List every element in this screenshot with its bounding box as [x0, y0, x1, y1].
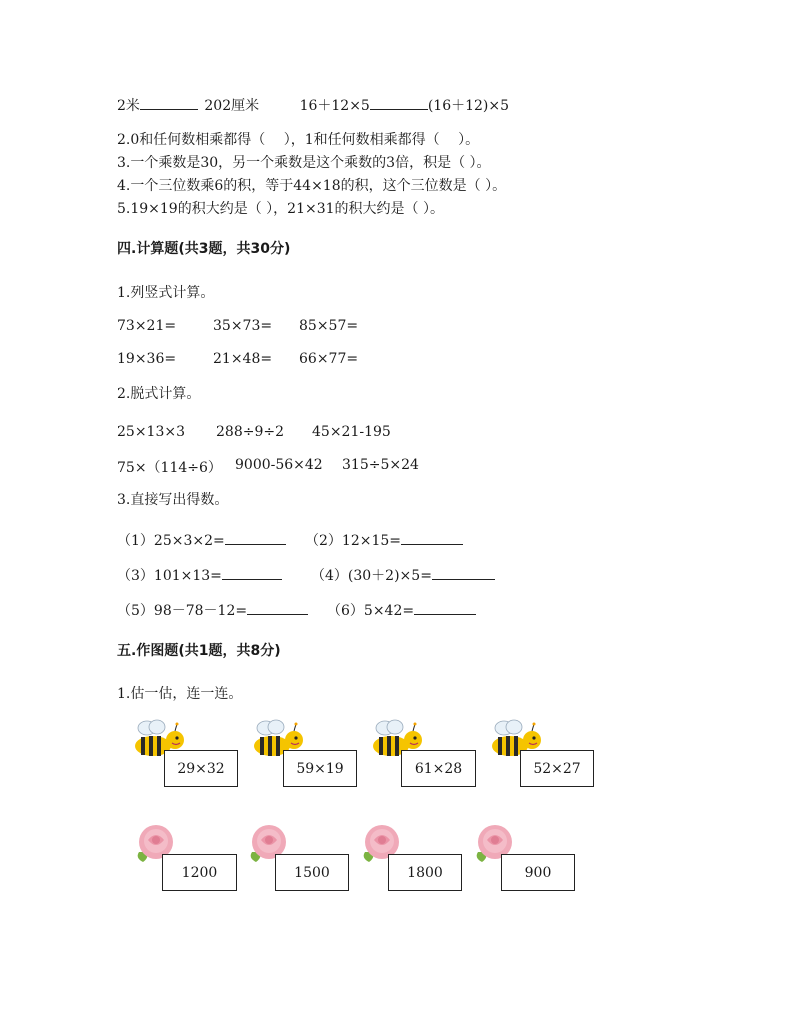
- q4-2-row2-c: 315÷5×24: [342, 457, 419, 473]
- fill-item-3: 3.一个乘数是30，另一个乘数是这个乘数的3倍，积是（ ）。: [117, 155, 491, 171]
- q4-3-item-1-blank[interactable]: [225, 530, 286, 545]
- q4-3-item-5: [117, 600, 308, 620]
- q4-3-item-3-blank[interactable]: [222, 565, 282, 580]
- q4-1-row2-a: 19×36=: [117, 351, 177, 367]
- q4-1-row1-c: 85×57=: [299, 318, 359, 334]
- compare-row: [117, 95, 509, 115]
- fill-item-5: 5.19×19的积大约是（ ），21×31的积大约是（ ）。: [117, 201, 444, 217]
- compare-blank-1[interactable]: [140, 95, 198, 110]
- q5-1-title: 1.估一估，连一连。: [117, 686, 243, 702]
- q4-3-title: 3.直接写出得数。: [117, 492, 229, 508]
- q4-2-row2-a: 75×（114÷6）: [117, 460, 222, 476]
- expression-box-2[interactable]: 59×19: [283, 750, 357, 787]
- q4-3-item-5-text: （5）98－78－12=: [117, 603, 248, 619]
- q4-2-title: 2.脱式计算。: [117, 386, 201, 402]
- q4-2-row1-b: 288÷9÷2: [216, 424, 284, 440]
- fill-item-4: 4.一个三位数乘6的积，等于44×18的积，这个三位数是（ ）。: [117, 178, 507, 194]
- compare-blank-2[interactable]: [370, 95, 428, 110]
- q4-1-title: 1.列竖式计算。: [117, 285, 215, 301]
- q4-3-item-4: [311, 565, 495, 585]
- q4-2-row2-b: 9000-56×42: [235, 457, 323, 473]
- compare-right-b: (16＋12)×5: [427, 98, 510, 114]
- expression-box-4[interactable]: 52×27: [520, 750, 594, 787]
- section-5-title: 五.作图题(共1题，共8分): [117, 643, 281, 659]
- q4-2-row1-c: 45×21-195: [312, 424, 391, 440]
- answer-box-2[interactable]: 1500: [275, 854, 349, 891]
- compare-left-b: 202厘米: [204, 98, 260, 114]
- answer-box-1[interactable]: 1200: [162, 854, 237, 891]
- q4-3-item-3-text: （3）101×13=: [117, 568, 222, 584]
- q4-3-item-2: [305, 530, 463, 550]
- q4-3-item-6-text: （6）5×42=: [327, 603, 415, 619]
- q4-3-item-4-blank[interactable]: [432, 565, 495, 580]
- section-4-title: 四.计算题(共3题，共30分): [117, 241, 291, 257]
- expression-box-3[interactable]: 61×28: [401, 750, 476, 787]
- answer-box-3[interactable]: 1800: [388, 854, 462, 891]
- q4-3-item-5-blank[interactable]: [247, 600, 308, 615]
- answer-box-4[interactable]: 900: [501, 854, 575, 891]
- q4-3-item-3: [117, 565, 282, 585]
- fill-item-2: 2.0和任何数相乘都得（ ），1和任何数相乘都得（ ）。: [117, 132, 480, 148]
- q4-2-row1-a: 25×13×3: [117, 424, 185, 440]
- compare-left-a: 2米: [117, 98, 140, 114]
- expression-box-1[interactable]: 29×32: [164, 750, 238, 787]
- q4-3-item-2-text: （2）12×15=: [305, 533, 401, 549]
- q4-3-item-2-blank[interactable]: [401, 530, 463, 545]
- q4-1-row1-b: 35×73=: [213, 318, 273, 334]
- q4-3-item-6-blank[interactable]: [414, 600, 476, 615]
- q4-1-row2-b: 21×48=: [213, 351, 273, 367]
- q4-1-row1-a: 73×21=: [117, 318, 177, 334]
- compare-right-a: 16＋12×5: [299, 98, 370, 114]
- q4-1-row2-c: 66×77=: [299, 351, 359, 367]
- q4-3-item-4-text: （4）(30＋2)×5=: [311, 568, 432, 584]
- q4-3-item-6: [327, 600, 476, 620]
- q4-3-item-1-text: （1）25×3×2=: [117, 533, 225, 549]
- q4-3-item-1: [117, 530, 286, 550]
